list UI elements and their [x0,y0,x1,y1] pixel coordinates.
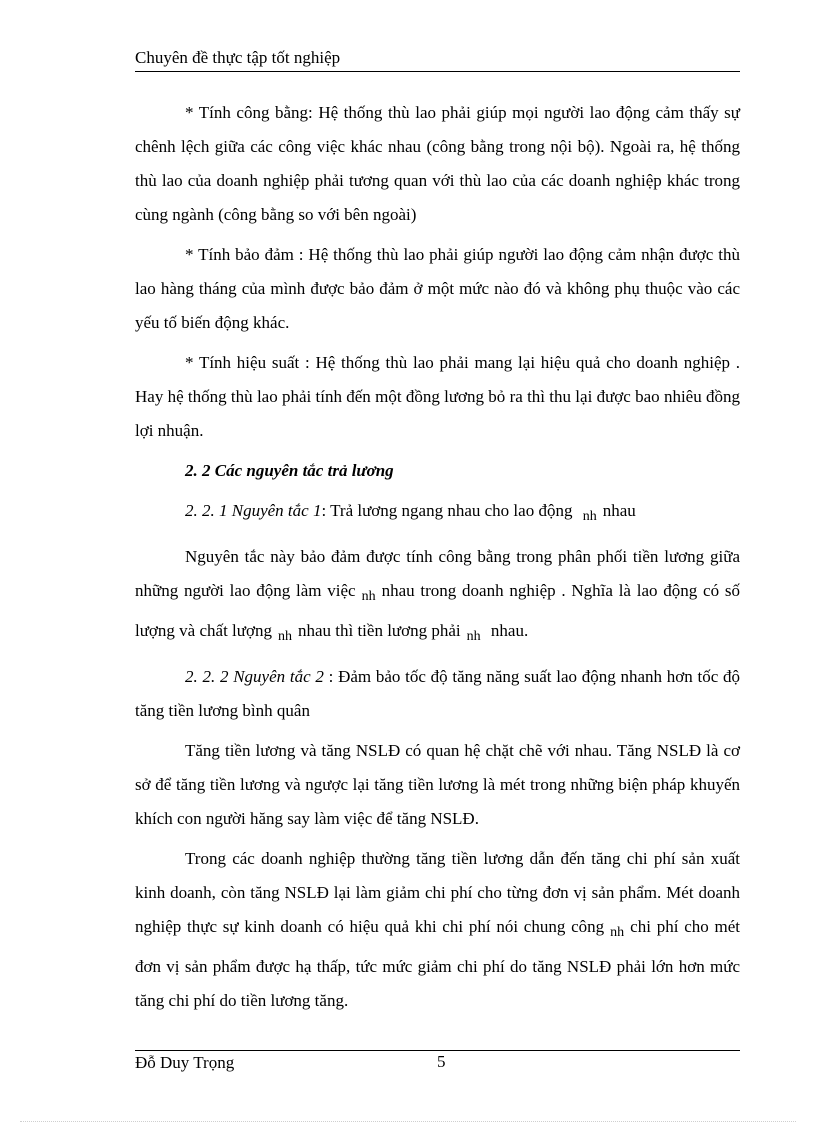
inline-fragment: nh [582,509,597,524]
inline-fragment: nh [610,925,625,940]
paragraph-productivity: Tăng tiền lương và tăng NSLĐ có quan hệ chặt chẽ với nhau. Tăng NSLĐ là cơ sở để tăng tiền lương và ngược lại tăng tiền lương là mét trong những biện pháp khuyến khích con người hăng say làm việc để tăng NSLĐ. [135,741,740,828]
paragraph-principle-1-detail [135,540,740,654]
page-header [135,48,740,72]
paragraph-principle-1 [135,494,740,534]
principle-1-label: 2. 2. 1 Nguyên tắc 1 [185,501,322,520]
principle-1-text: : Trả lương ngang nhau cho lao động [321,501,573,520]
principle-2-text: : Đảm bảo tốc độ tăng năng suất lao động nhanh hơn tốc độ tăng tiền lương bình quân [135,667,740,720]
paragraph-efficiency: * Tính hiệu suất : Hệ thống thù lao phải mang lại hiệu quả cho doanh nghiệp . Hay hệ thống thù lao phải tính đến một đồng lương bỏ ra thì thu lại được bao nhiêu đồng lợi nhuận. [135,353,740,440]
paragraph-fairness: * Tính công bằng: Hệ thống thù lao phải giúp mọi người lao động cảm thấy sự chênh lệch giữa các công việc khác nhau (công bằng trong nội bộ). Ngoài ra, hệ thống thù lao của doanh nghiệp phải tương quan với thù lao của các doanh nghiệp khác trong cùng ngành (công bằng so với bên ngoài) [135,103,740,224]
text-run: Nguyên tắc này bảo đảm được tính công bằng trong phân phối tiền lương giữa những người lao động làm việc [135,547,740,600]
principle-1-text-end: nhau [602,501,636,520]
page-number: 5 [437,1052,446,1071]
inline-fragment: nh [361,589,376,604]
inline-fragment: nh [277,629,292,644]
text-run: nhau. [490,621,529,640]
principle-2-label: 2. 2. 2 Nguyên tắc 2 [185,667,324,686]
footer-divider [135,1050,740,1051]
paragraph-cost [135,842,740,1018]
document-body [135,96,740,1024]
header-title: Chuyên đề thực tập tốt nghiệp [135,48,341,67]
inline-fragment: nh [466,629,481,644]
text-run: Trong các doanh nghiệp thường tăng tiền lương dẫn đến tăng chi phí sản xuất kinh doanh, còn tăng NSLĐ lại làm giảm chi phí cho từng đơn vị sản phẩm. Mét doanh nghiệp thực sự kinh doanh có hiệu quả khi chi phí nói chung công [135,849,740,936]
page-edge-divider [20,1121,796,1122]
paragraph-guarantee: * Tính bảo đảm : Hệ thống thù lao phải giúp người lao động cảm nhận được thù lao hàng tháng của mình được bảo đảm ở một mức nào đó và không phụ thuộc vào các yếu tố biến động khác. [135,245,740,332]
text-run: nhau thì tiền lương phải [297,621,461,640]
text-run: chi phí cho mét đơn vị sản phẩm được hạ thấp, tức mức giảm chi phí do tăng NSLĐ phải lớn hơn mức tăng chi phí do tiền lương tăng. [135,917,740,1010]
text-run: nhau trong doanh nghiệp . Nghĩa là lao động có số lượng và chất lượng [135,581,740,640]
footer-author: Đỗ Duy Trọng [135,1053,235,1072]
paragraph-principle-2 [135,660,740,728]
section-heading: 2. 2 Các nguyên tắc trả lương [185,461,394,480]
